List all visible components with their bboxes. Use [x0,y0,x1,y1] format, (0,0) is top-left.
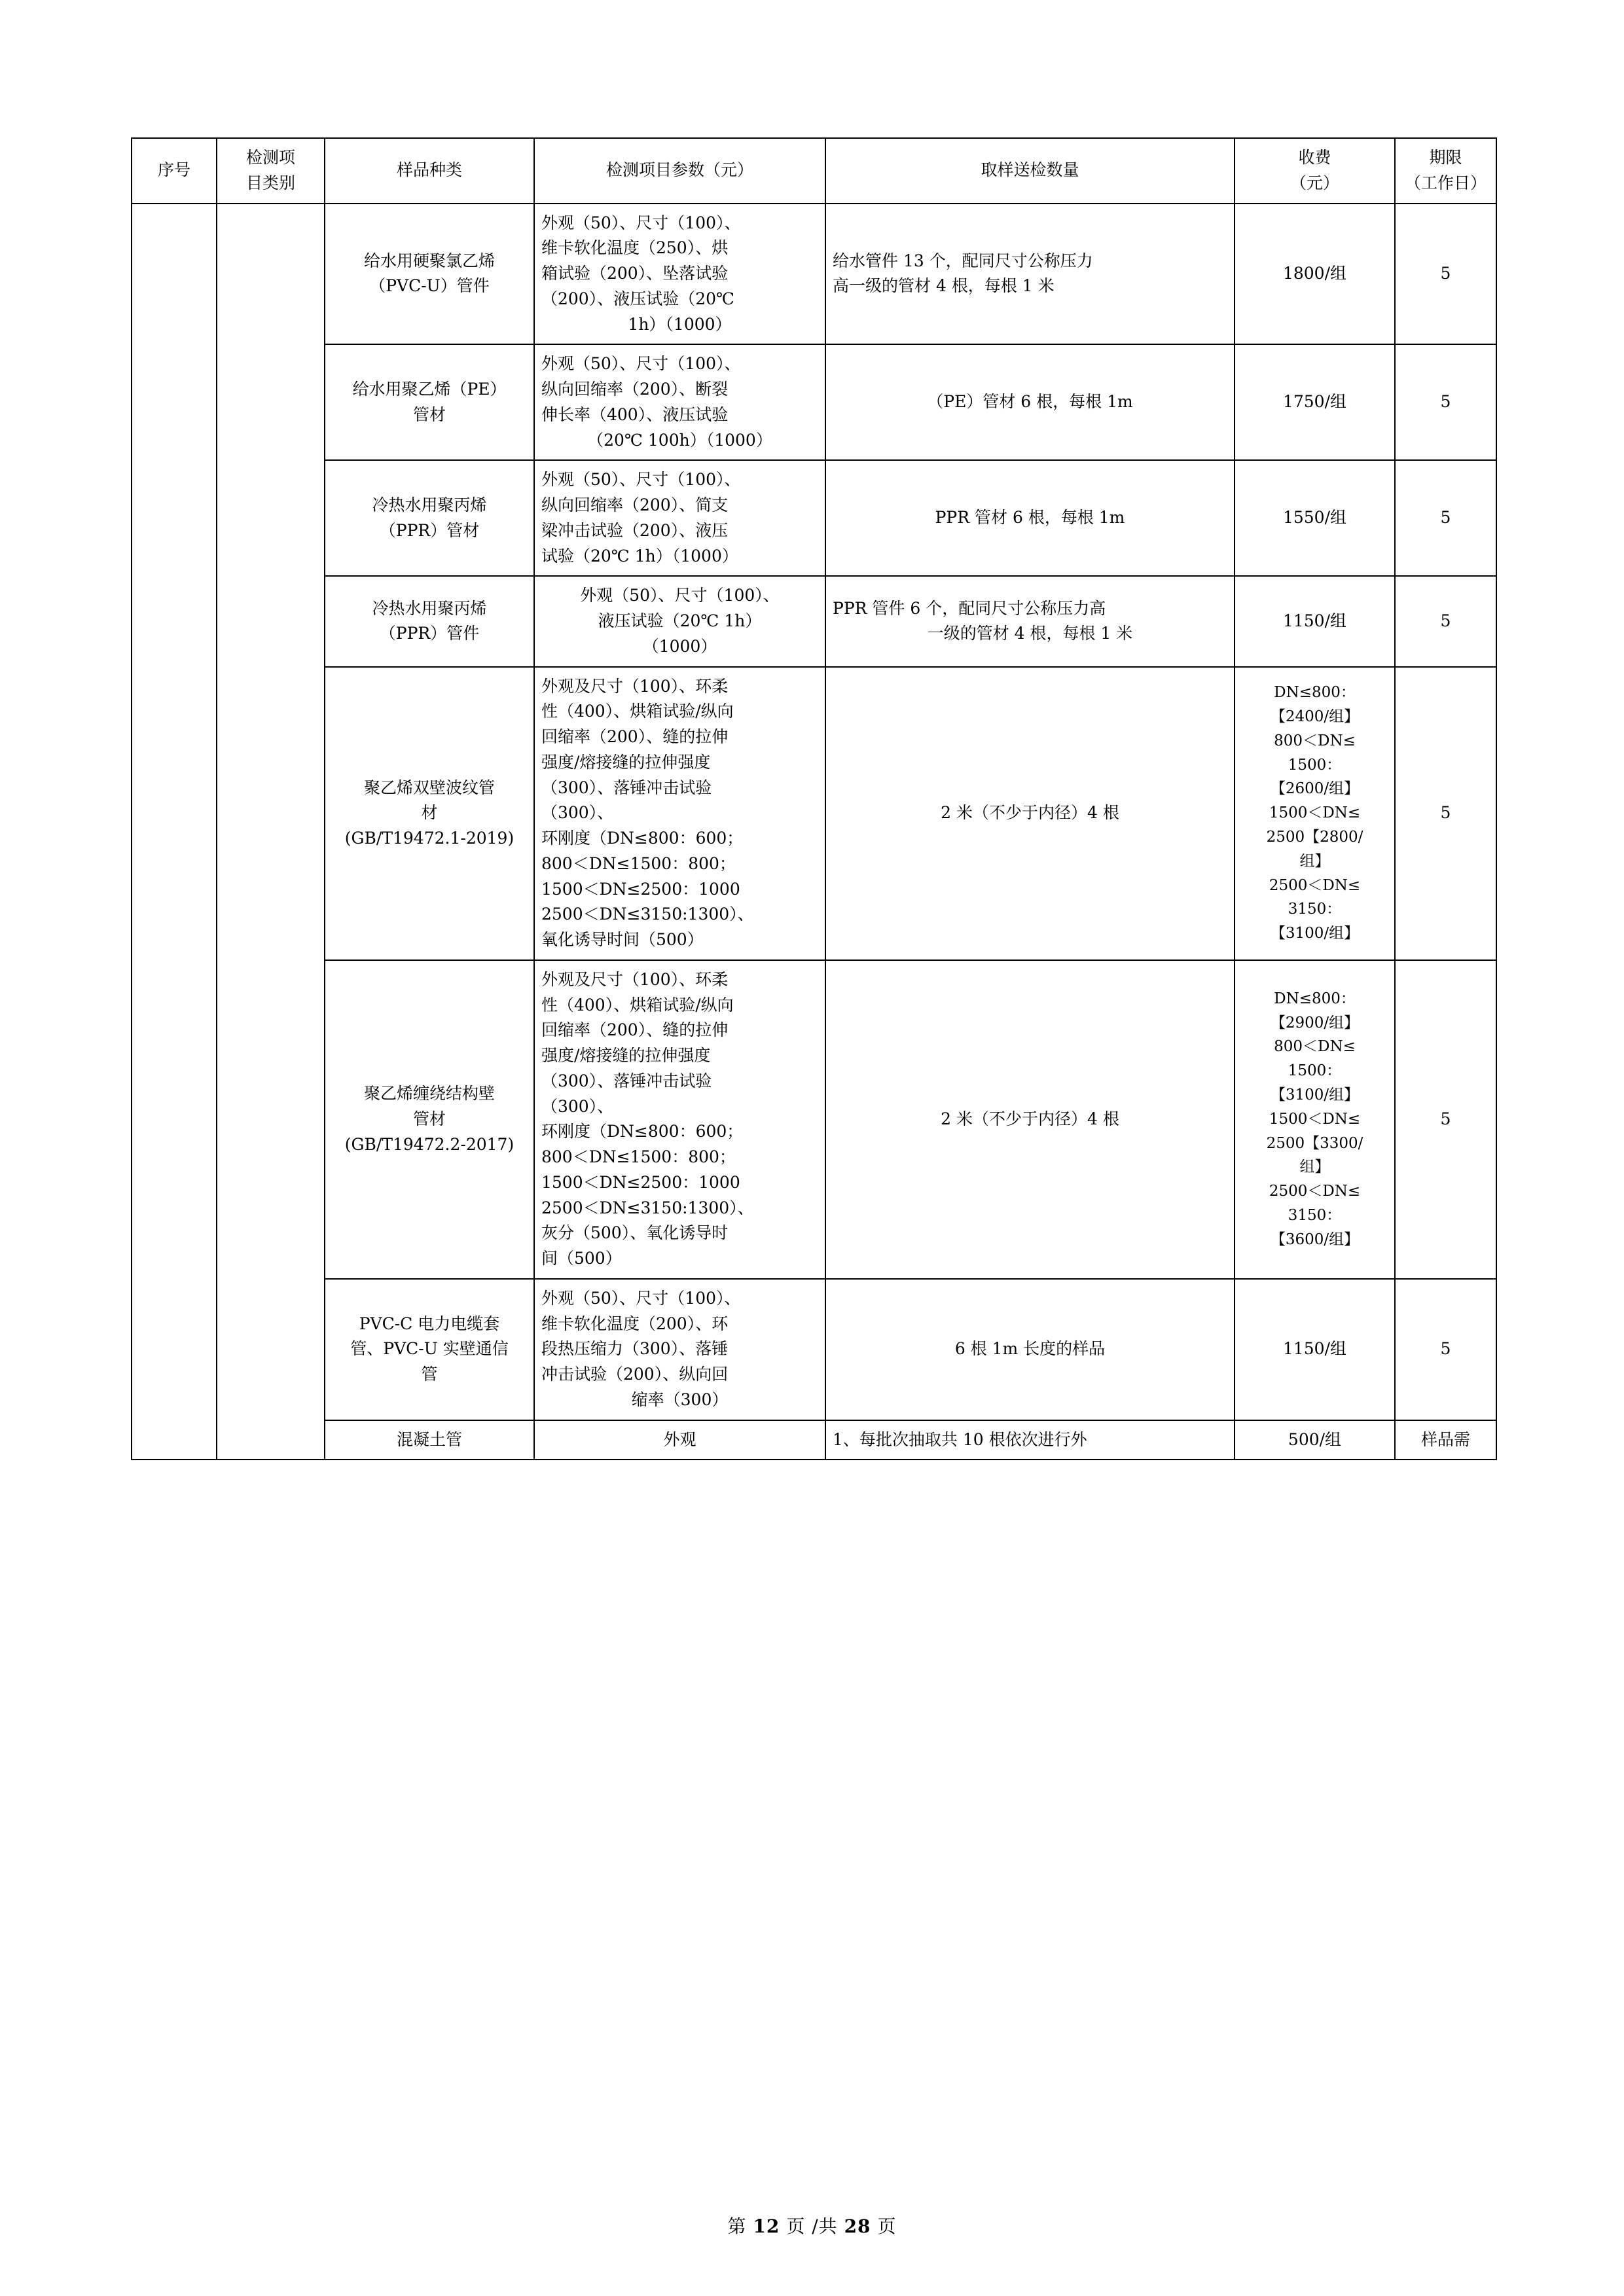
cell-fee: 1800/组 [1235,204,1395,345]
cell-fee: 500/组 [1235,1420,1395,1460]
cell-fee: DN≤800： 【2900/组】 800＜DN≤ 1500： 【3100/组】 1500＜DN≤ 2500【3300/ 组】 2500＜DN≤ 3150： 【3600/组】 [1235,960,1395,1279]
table-row [132,204,1496,345]
cell-quantity: 2 米（不少于内径）4 根 [825,667,1235,960]
cell-category [217,204,325,1460]
cell-quantity: （PE）管材 6 根，每根 1m [825,344,1235,460]
cell-fee: 1150/组 [1235,1279,1395,1420]
table-body [132,204,1496,1460]
table-row [132,344,1496,460]
page-footer [0,2212,1624,2238]
table-row [132,1420,1496,1460]
header-cell-fee: 收费 （元） [1235,138,1395,204]
cell-term: 5 [1395,460,1496,576]
footer-middle: 页 /共 [786,2215,838,2237]
cell-params: 外观（50）、尺寸（100）、 维卡软化温度（200）、环 段热压缩力（300）、落锤 冲击试验（200）、纵向回 缩率（300） [534,1279,825,1420]
cell-quantity: 1、每批次抽取共 10 根依次进行外 [825,1420,1235,1460]
cell-quantity: PPR 管件 6 个，配同尺寸公称压力高 一级的管材 4 根，每根 1 米 [825,576,1235,666]
header-cell-params: 检测项目参数（元） [534,138,825,204]
header-cell-term: 期限 （工作日） [1395,138,1496,204]
cell-quantity: PPR 管材 6 根，每根 1m [825,460,1235,576]
cell-quantity: 6 根 1m 长度的样品 [825,1279,1235,1420]
footer-total-pages: 28 [844,2215,871,2237]
cell-params: 外观及尺寸（100）、环柔 性（400）、烘箱试验/纵向 回缩率（200）、缝的拉伸 强度/熔接缝的拉伸强度 （300）、落锤冲击试验 （300）、 环刚度（DN≤800：600； 800＜DN≤1500：800； 1500＜DN≤2500：1000 2500＜DN≤3150:1300）、 灰分（500）、氧化诱导时 间（500） [534,960,825,1279]
cell-term: 5 [1395,960,1496,1279]
cell-sample-type: 混凝土管 [325,1420,534,1460]
table-row [132,667,1496,960]
header-cell-index: 序号 [132,138,217,204]
cell-term: 5 [1395,576,1496,666]
cell-quantity: 给水管件 13 个，配同尺寸公称压力 高一级的管材 4 根，每根 1 米 [825,204,1235,345]
cell-sample-type: 聚乙烯缠绕结构壁 管材 (GB/T19472.2-2017) [325,960,534,1279]
table-header-row [132,138,1496,204]
cell-sample-type: 给水用聚乙烯（PE） 管材 [325,344,534,460]
header-cell-category: 检测项 目类别 [217,138,325,204]
header-cell-quantity: 取样送检数量 [825,138,1235,204]
cell-term: 5 [1395,1279,1496,1420]
cell-params: 外观（50）、尺寸（100）、 维卡软化温度（250）、烘 箱试验（200）、坠落试验 （200）、液压试验（20℃ 1h）（1000） [534,204,825,345]
cell-quantity: 2 米（不少于内径）4 根 [825,960,1235,1279]
table-row [132,576,1496,666]
cell-term: 5 [1395,204,1496,345]
table-row [132,1279,1496,1420]
cell-params: 外观及尺寸（100）、环柔 性（400）、烘箱试验/纵向 回缩率（200）、缝的拉伸 强度/熔接缝的拉伸强度 （300）、落锤冲击试验 （300）、 环刚度（DN≤800：600； 800＜DN≤1500：800； 1500＜DN≤2500：1000 2500＜DN≤3150:1300）、 氧化诱导时间（500） [534,667,825,960]
cell-sample-type: 冷热水用聚丙烯 （PPR）管件 [325,576,534,666]
cell-params: 外观（50）、尺寸（100）、 纵向回缩率（200）、断裂 伸长率（400）、液压试验 （20℃ 100h）（1000） [534,344,825,460]
cell-fee: 1750/组 [1235,344,1395,460]
cell-params: 外观 [534,1420,825,1460]
footer-suffix: 页 [877,2215,897,2237]
cell-fee: 1150/组 [1235,576,1395,666]
cell-term: 5 [1395,344,1496,460]
cell-params: 外观（50）、尺寸（100）、 液压试验（20℃ 1h） （1000） [534,576,825,666]
cell-fee: 1550/组 [1235,460,1395,576]
inspection-fee-table [131,137,1497,1460]
cell-sample-type: 冷热水用聚丙烯 （PPR）管材 [325,460,534,576]
cell-sample-type: 聚乙烯双壁波纹管 材 (GB/T19472.1-2019) [325,667,534,960]
cell-sample-type: 给水用硬聚氯乙烯 （PVC-U）管件 [325,204,534,345]
cell-params: 外观（50）、尺寸（100）、 纵向回缩率（200）、简支 梁冲击试验（200）、液压 试验（20℃ 1h）（1000） [534,460,825,576]
table-row [132,460,1496,576]
table-header [132,138,1496,204]
header-cell-sample-type: 样品种类 [325,138,534,204]
footer-prefix: 第 [727,2215,747,2237]
cell-sample-type: PVC-C 电力电缆套 管、PVC-U 实壁通信 管 [325,1279,534,1420]
footer-page-number: 12 [753,2215,780,2237]
table-row [132,960,1496,1279]
cell-term: 样品需 [1395,1420,1496,1460]
cell-index [132,204,217,1460]
cell-fee: DN≤800： 【2400/组】 800＜DN≤ 1500： 【2600/组】 1500＜DN≤ 2500【2800/ 组】 2500＜DN≤ 3150： 【3100/组】 [1235,667,1395,960]
cell-term: 5 [1395,667,1496,960]
